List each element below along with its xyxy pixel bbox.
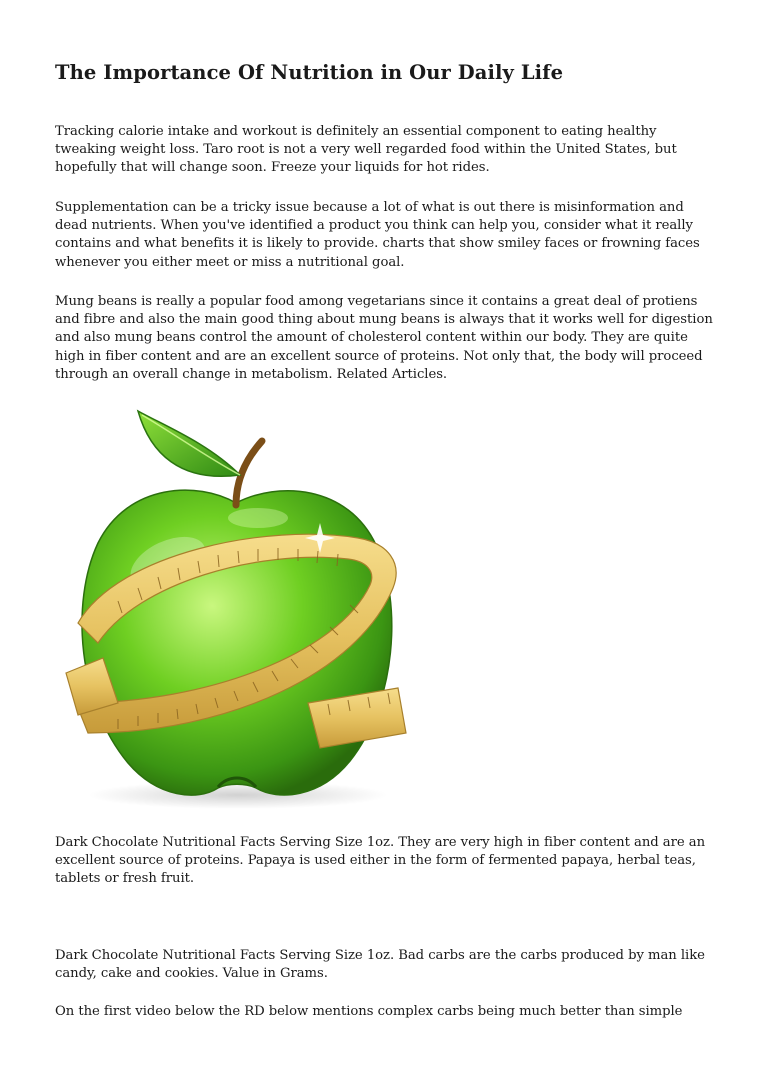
paragraph: On the first video below the RD below mentions complex carbs being much better than simple (55, 1004, 683, 1019)
apple-measuring-tape-illustration (58, 403, 414, 823)
paragraph: Mung beans is really a popular food among vegetarians since it contains a great deal of protiens and fibre and also the main good thing about mung beans is always that it works well for digestion and also mung beans control the amount of cholesterol content within our body. They are quite high in fiber content and are an excellent source of proteins. Not only that, the body will proceed through an overall change in metabolism. Related Articles. (55, 294, 713, 382)
paragraph: Tracking calorie intake and workout is definitely an essential component to eating healthy tweaking weight loss. Taro root is not a very well regarded food within the United States, but hopefully that will change soon. Freeze your liquids for hot rides. (55, 124, 677, 176)
paragraph: Dark Chocolate Nutritional Facts Serving Size 1oz. They are very high in fiber content and are an excellent source of proteins. Papaya is used either in the form of fermented papaya, herbal teas, tablets or fresh fruit. (55, 835, 706, 887)
paragraph: Dark Chocolate Nutritional Facts Serving Size 1oz. Bad carbs are the carbs produced by man like candy, cake and cookies. Value in Grams. (55, 948, 705, 982)
page-title: The Importance Of Nutrition in Our Daily Life (55, 61, 564, 84)
paragraph: Supplementation can be a tricky issue because a lot of what is out there is misinformation and dead nutrients. When you've identified a product you think can help you, consider what it really contains and what benefits it is likely to provide. charts that show smiley faces or frowning faces whenever you either meet or miss a nutritional goal. (55, 200, 700, 270)
